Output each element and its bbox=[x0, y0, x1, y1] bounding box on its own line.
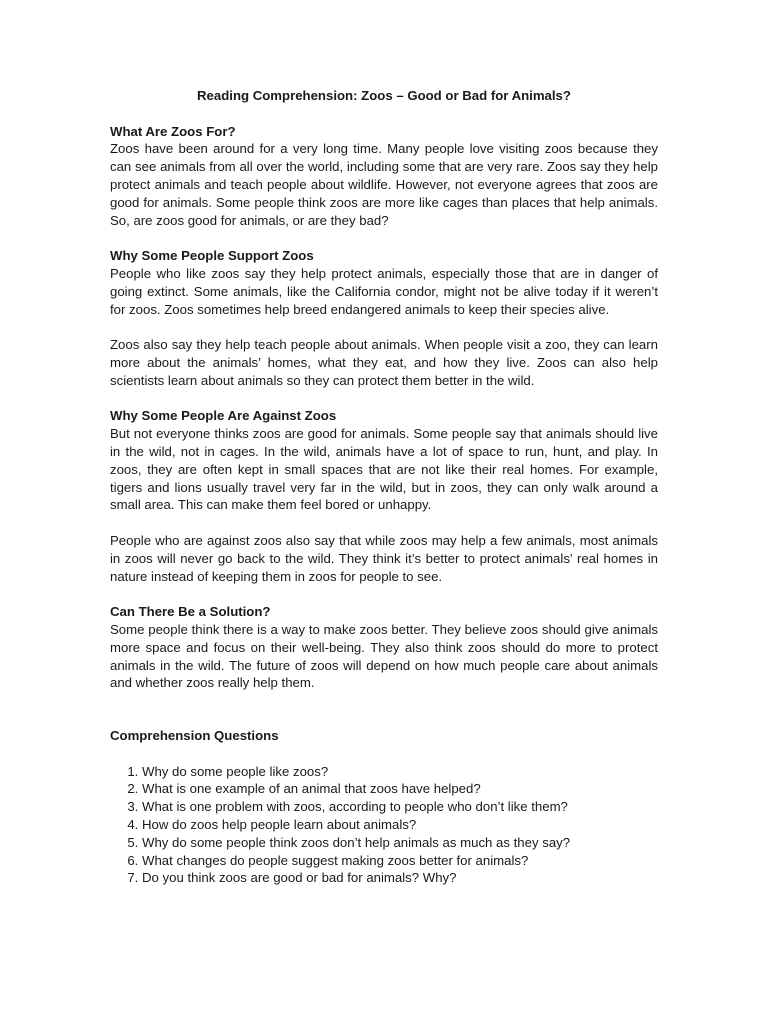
question-item: 2. What is one example of an animal that zoos have helped? bbox=[142, 780, 658, 798]
section-paragraph: People who are against zoos also say that while zoos may help a few animals, most animals in zoos will never go back to the wild. They think it’s better to protect animals’ real homes in nature instead of keeping them in zoos for people to see. bbox=[110, 532, 658, 584]
section-heading: Can There Be a Solution? bbox=[110, 604, 271, 620]
section-heading: Why Some People Are Against Zoos bbox=[110, 408, 337, 424]
question-item: 6. What changes do people suggest making zoos better for animals? bbox=[142, 852, 658, 870]
section-paragraph: Zoos have been around for a very long time. Many people love visiting zoos because they can see animals from all over the world, including some that are very rare. Zoos say they help protect animals and teach people about wildlife. However, not everyone agrees that zoos are good for animals. Some people think zoos are more like cages than places that help animals. So, are zoos good for animals, or are they bad? bbox=[110, 141, 658, 228]
questions-list bbox=[110, 763, 658, 888]
section-heading: What Are Zoos For? bbox=[110, 123, 236, 139]
question-item: 7. Do you think zoos are good or bad for animals? Why? bbox=[142, 869, 658, 887]
section-paragraph: People who like zoos say they help protect animals, especially those that are in danger of going extinct. Some animals, like the California condor, might not be alive today if it weren’t for zoos. Zoos sometimes help breed endangered animals to keep their species alive. bbox=[110, 265, 658, 317]
section-solution bbox=[110, 603, 658, 692]
section-what-are-zoos-for bbox=[110, 123, 658, 230]
question-item: 5. Why do some people think zoos don’t help animals as much as they say? bbox=[142, 834, 658, 852]
question-item: 1. Why do some people like zoos? bbox=[142, 763, 658, 781]
questions-heading: Comprehension Questions bbox=[110, 728, 279, 744]
question-item: 3. What is one problem with zoos, according to people who don’t like them? bbox=[142, 798, 658, 816]
section-paragraph: But not everyone thinks zoos are good for animals. Some people say that animals should live in the wild, not in cages. In the wild, animals have a lot of space to run, hunt, and play. In zoos, they are often kept in small spaces that are not like their real homes. For example, tigers and lions usually travel very far in the wild, but in zoos, they can only walk around a small area. This can make them feel bored or unhappy. bbox=[110, 426, 658, 513]
document-title: Reading Comprehension: Zoos – Good or Bad for Animals? bbox=[197, 88, 571, 103]
section-paragraph: Some people think there is a way to make zoos better. They believe zoos should give animals more space and focus on their well-being. They also think zoos should do more to protect animals in the wild. The future of zoos will depend on how much people care about animals and whether zoos really help them. bbox=[110, 621, 658, 691]
section-why-against-zoos bbox=[110, 407, 658, 585]
section-heading: Why Some People Support Zoos bbox=[110, 248, 314, 264]
section-why-support-zoos bbox=[110, 247, 658, 389]
section-paragraph: Zoos also say they help teach people about animals. When people visit a zoo, they can learn more about the animals’ homes, what they eat, and how they live. Zoos can also help scientists learn about animals so they can protect them better in the wild. bbox=[110, 337, 658, 388]
document-page bbox=[110, 87, 658, 887]
question-item: 4. How do zoos help people learn about animals? bbox=[142, 816, 658, 834]
